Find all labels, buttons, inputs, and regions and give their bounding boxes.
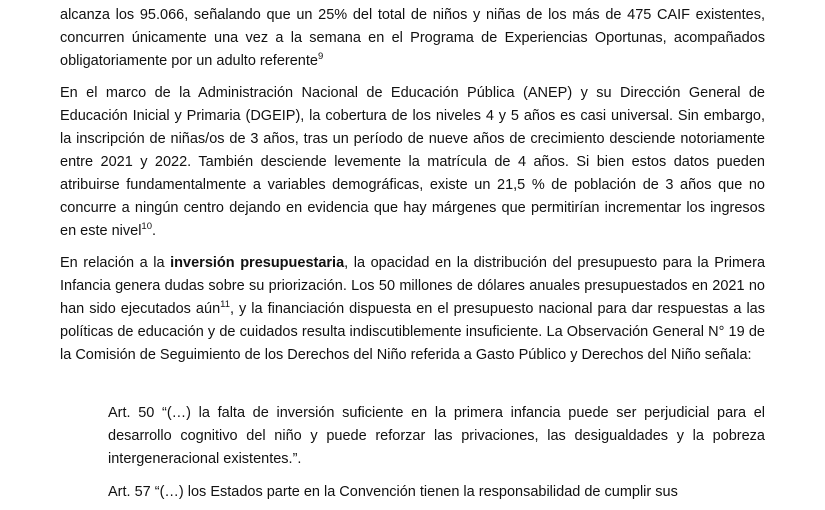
paragraph-inversion-part2: , y la financiación dispuesta en el presupuesto nacional para dar respuestas a las políticas de educación y de cuidados resulta indiscutiblemente insuficiente. La Observación General N° 19 de la Comisión de Seguimiento de los Derechos del Niño referida a Gasto Público y Derechos del Niño señala: [60,301,765,363]
paragraph-inversion [60,252,765,367]
paragraph-caif-line-3: obligatoriamente por un adulto referente [60,53,318,69]
footnote-ref-10[interactable]: 10 [141,221,152,233]
paragraph-inversion-part1: , la opacidad en la distribución del presupuesto para la Primera Infancia genera dudas sobre su priorización. Los 50 millones de dólares anuales presupuestados en 2021 no han sido ejecutados aún [60,255,766,317]
paragraph-inversion-bold-term: inversión presupuestaria [170,255,345,271]
paragraph-caif-line-1: alcanza los 95.066, señalando que un 25% del total de niños y niñas de los más de 475 CAIF existentes, [60,7,765,23]
paragraph-caif [60,4,765,73]
quote-art-50 [108,402,765,471]
paragraph-anep: En el marco de la Administración Nacional de Educación Pública (ANEP) y su Dirección General de Educación Inicial y Primaria (DGEIP), la cobertura de los niveles 4 y 5 años es casi universal. Sin embargo, la inscripción de niñas/os de 3 años, tras un período de nueve años de crecimiento desciende notoriamente entre 2021 y 2022. También desciende levemente la matrícula de 4 años. Si bien estos datos pueden atribuirse fundamentalmente a variables demográficas, existe un 21,5 % de población de 3 años que no concurre a ningún centro dejando en evidencia que hay márgenes que permitirían incrementar los ingresos en este nivel$^{10}$. [60,85,765,239]
footnote-ref-9[interactable]: 9 [317,51,324,63]
quote-art-50-text: Art. 50 “(…) la falta de inversión suficiente en la primera infancia puede ser perjudicial para el desarrollo cognitivo del niño y puede reforzar las privaciones, las desigualdades y la pobreza intergeneracional existentes.”. [108,405,765,467]
footnote-ref-11[interactable]: 11 [220,299,231,311]
paragraph-anep-text: En el marco de la Administración Nacional de Educación Pública (ANEP) y su Dirección General de Educación Inicial y Primaria (DGEIP), la cobertura de los niveles 4 y 5 años es casi universal. Sin embargo, la inscripción de niñas/os de 3 años, tras un período de nueve años de crecimiento desciende notoriamente entre 2021 y 2022. También desciende levemente la matrícula de 4 años. Si bien estos datos pueden atribuirse fundamentalmente a variables demográficas, existe un 21,5 % de población de 3 años que no concurre a ningún centro dejando en evidencia que hay márgenes que permitirían incrementar los ingresos en este nivel [60,85,765,239]
paragraph-caif-line-2: concurren únicamente una vez a la semana en el Programa de Experiencias Oportunas, acompañados [60,30,765,46]
paragraph-inversion-intro: En relación a la [60,255,171,271]
quote-art-57 [108,481,765,504]
quote-art-57-text: Art. 57 “(…) los Estados parte en la Convención tienen la responsabilidad de cumplir sus [108,484,678,500]
